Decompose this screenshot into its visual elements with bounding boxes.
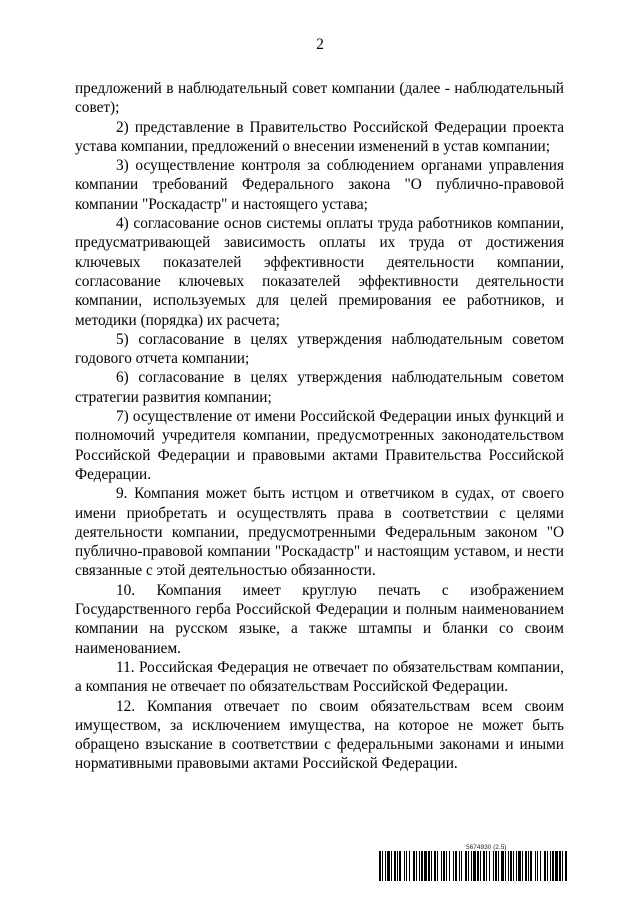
barcode-bar (428, 851, 430, 881)
paragraph-item-5: 5) согласование в целях утверждения наблюдательным советом годового отчета компании; (75, 330, 564, 368)
barcode-bar (471, 851, 472, 881)
barcode-bar (399, 851, 401, 881)
barcode-bar (522, 851, 523, 881)
barcode-bar (528, 851, 529, 881)
paragraph-continuation: предложений в наблюдательный совет компании (далее - наблюдательный совет); (75, 80, 564, 117)
barcode-bar (489, 851, 490, 881)
barcode-bar (544, 851, 546, 881)
barcode-bar (413, 851, 415, 881)
barcode-bar (459, 851, 460, 881)
paragraph-item-3: 3) осуществление контроля за соблюдением органами управления компании требований Федерального закона "О публично-правовой компании "Роскадастр" и настоящего устава; (75, 157, 564, 213)
barcode-bar (501, 851, 504, 881)
barcode-bar (431, 851, 432, 881)
barcode-bar (565, 851, 567, 881)
barcode-bar (461, 851, 462, 881)
document-body (75, 79, 564, 774)
barcode-bar (385, 851, 386, 881)
barcode-bar (455, 851, 457, 881)
barcode-bar (419, 851, 420, 881)
barcode-bar (416, 851, 417, 881)
barcode-bar (409, 851, 410, 881)
barcode-bar (540, 851, 541, 881)
barcode-bar (465, 851, 467, 881)
barcode-bar (516, 851, 517, 881)
barcode-caption: 5674930 (2.5) (466, 844, 507, 851)
barcode-bar (498, 851, 499, 881)
barcode-bar (513, 851, 514, 881)
paragraph-item-4: 4) согласование основ системы оплаты труда работников компании, предусматривающей зависимость оплаты их труда от достижения ключевых показателей эффективности деятельности компании, согласование ключевых показателей эффективности деятельности компании, используемых для целей премирования ее работников, и методики (порядка) их расчета; (75, 215, 564, 329)
barcode-bar (446, 851, 447, 881)
barcode-bar (382, 851, 383, 881)
barcode-bar (525, 851, 527, 881)
barcode-bar (473, 851, 476, 881)
barcode-bar (483, 851, 485, 881)
barcode-bar (421, 851, 423, 881)
barcode-bar (535, 851, 536, 881)
barcode-bar (406, 851, 407, 881)
barcode-bar (537, 851, 538, 881)
barcode-bar (508, 851, 509, 881)
barcode (379, 851, 568, 881)
barcode-bar (449, 851, 450, 881)
barcode-bar (441, 851, 442, 881)
barcode-bar (391, 851, 392, 881)
barcode-bar (379, 851, 381, 881)
barcode-bar (424, 851, 427, 881)
barcode-bar (468, 851, 469, 881)
barcode-bar (495, 851, 497, 881)
barcode-bar (518, 851, 521, 881)
paragraph-item-6: 6) согласование в целях утверждения наблюдательным советом стратегии развития компании; (75, 369, 564, 406)
paragraph-item-2: 2) представление в Правительство Российской Федерации проекта устава компании, предложений о внесении изменений в устав компании; (75, 118, 564, 155)
barcode-bar (434, 851, 436, 881)
barcode-bar (559, 851, 561, 881)
barcode-bar (550, 851, 551, 881)
barcode-bar (387, 851, 390, 881)
paragraph-item-7: 7) осуществление от имени Российской Федерации иных функций и полномочий учредителя компании, предусмотренных законодательством Российской Федерации и правовыми актами Правительства Российской Федерации. (75, 408, 564, 483)
barcode-bar (443, 851, 445, 881)
barcode-bar (397, 851, 398, 881)
barcode-bar (394, 851, 396, 881)
barcode-bar (510, 851, 512, 881)
barcode-bar (404, 851, 405, 881)
barcode-bar (486, 851, 487, 881)
barcode-bar (437, 851, 438, 881)
paragraph-clause-9: 9. Компания может быть истцом и ответчиком в судах, от своего имени приобретать и осуществлять права в соответствии с целями деятельности компании, предусмотренными Федеральным законом "О публично-правовой компании "Роскадастр" и настоящим уставом, и нести связанные с этой деятельностью обязанности. (75, 485, 564, 580)
barcode-bar (477, 851, 479, 881)
paragraph-clause-12: 12. Компания отвечает по своим обязательствам всем своим имуществом, за исключением имущества, на которое не может быть обращено взыскание в соответствии с федеральными законами и иными нормативными правовыми актами Российской Федерации. (75, 697, 564, 773)
paragraph-clause-10: 10. Компания имеет круглую печать с изображением Государственного герба Российской Федерации и полным наименованием компании на русском языке, а также штампы и бланки со своим наименованием. (75, 581, 564, 657)
barcode-bar (530, 851, 532, 881)
barcode-bar (552, 851, 554, 881)
barcode-bar (547, 851, 548, 881)
barcode-bar (562, 851, 563, 881)
barcode-bar (453, 851, 454, 881)
barcode-bar (493, 851, 494, 881)
barcode-bar (555, 851, 558, 881)
paragraph-clause-11: 11. Российская Федерация не отвечает по обязательствам компании, а компания не отвечает по обязательствам Российской Федерации. (75, 658, 564, 696)
barcode-bar (505, 851, 506, 881)
page-number: 2 (316, 36, 324, 53)
barcode-bar (480, 851, 481, 881)
